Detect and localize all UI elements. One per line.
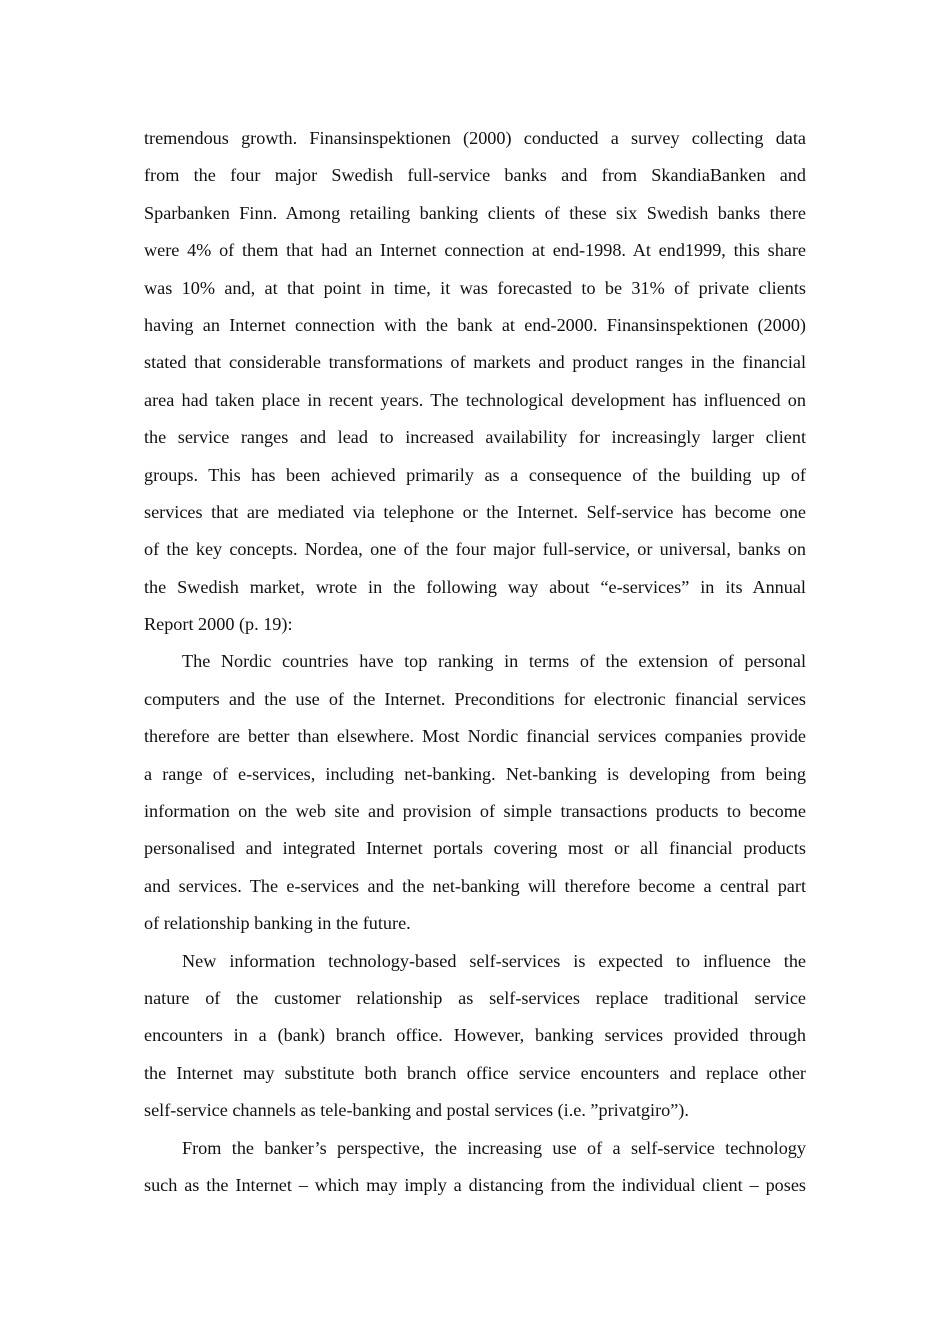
text-line: the service ranges and lead to increased availability for increasingly larger client xyxy=(144,427,806,448)
text-line: stated that considerable transformations of markets and product ranges in the financial xyxy=(144,352,806,373)
text-line: were 4% of them that had an Internet connection at end-1998. At end1999, this share xyxy=(144,240,806,261)
text-line: services that are mediated via telephone or the Internet. Self-service has become one xyxy=(144,501,806,522)
text-line: New information technology-based self-services is expected to influence the xyxy=(182,950,806,971)
paragraph-survey-data xyxy=(144,120,806,643)
text-line: of the key concepts. Nordea, one of the four major full-service, or universal, banks on xyxy=(144,539,806,560)
text-line: nature of the customer relationship as self-services replace traditional service xyxy=(144,987,806,1008)
text-line: From the banker’s perspective, the increasing use of a self-service technology xyxy=(182,1137,806,1158)
text-line: such as the Internet – which may imply a distancing from the individual client – poses xyxy=(144,1174,806,1195)
text-line: the Swedish market, wrote in the following way about “e-services” in its Annual xyxy=(144,576,806,597)
text-line: the Internet may substitute both branch office service encounters and replace other xyxy=(144,1062,806,1083)
text-line: computers and the use of the Internet. Preconditions for electronic financial services xyxy=(144,688,806,709)
paragraph-self-services xyxy=(144,943,806,1130)
text-line: from the four major Swedish full-service banks and from SkandiaBanken and xyxy=(144,165,806,186)
text-line: a range of e-services, including net-banking. Net-banking is developing from being xyxy=(144,763,806,784)
text-line: having an Internet connection with the bank at end-2000. Finansinspektionen (2000) xyxy=(144,314,806,335)
text-line: self-service channels as tele-banking and postal services (i.e. ”privatgiro”). xyxy=(144,1100,689,1121)
text-line: personalised and integrated Internet portals covering most or all financial products xyxy=(144,838,806,859)
text-line: area had taken place in recent years. The technological development has influenced on xyxy=(144,389,806,410)
text-line: information on the web site and provision of simple transactions products to become xyxy=(144,801,806,822)
text-line: groups. This has been achieved primarily as a consequence of the building up of xyxy=(144,464,806,485)
text-line: was 10% and, at that point in time, it was forecasted to be 31% of private clients xyxy=(144,277,806,298)
text-line: and services. The e-services and the net-banking will therefore become a central part xyxy=(144,875,806,896)
text-line: The Nordic countries have top ranking in terms of the extension of personal xyxy=(182,651,806,672)
text-line: Report 2000 (p. 19): xyxy=(144,614,293,635)
paragraph-nordea-quote xyxy=(144,643,806,942)
text-line: encounters in a (bank) branch office. However, banking services provided through xyxy=(144,1025,806,1046)
text-line: Sparbanken Finn. Among retailing banking clients of these six Swedish banks there xyxy=(144,202,806,223)
document-page xyxy=(144,120,806,1204)
text-line: of relationship banking in the future. xyxy=(144,913,411,934)
text-line: therefore are better than elsewhere. Most Nordic financial services companies provide xyxy=(144,726,806,747)
text-line: tremendous growth. Finansinspektionen (2000) conducted a survey collecting data xyxy=(144,128,806,148)
paragraph-banker-perspective xyxy=(144,1130,806,1205)
